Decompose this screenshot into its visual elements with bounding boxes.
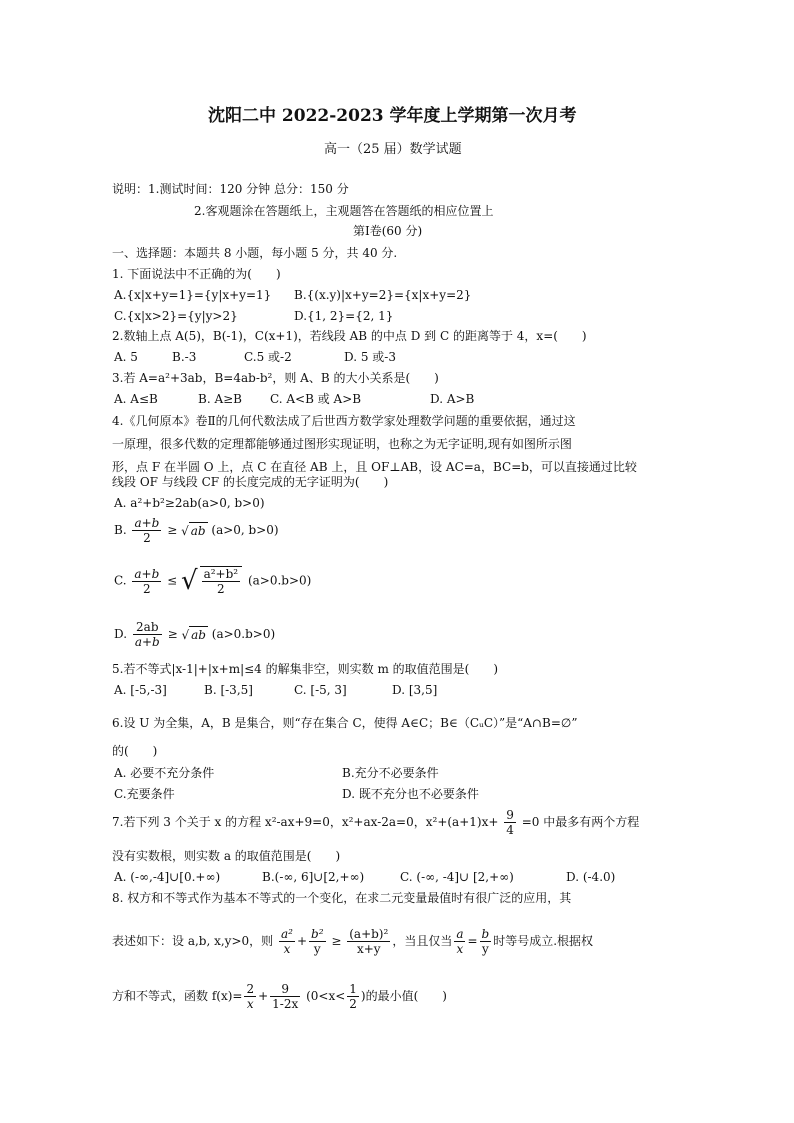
q2-option-a[interactable]: A. 5 [114,350,138,364]
q4-option-c[interactable] [114,566,311,596]
relation-symbol: ≥ [167,627,178,641]
q7-option-b[interactable]: B.(-∞, 6]∪[2,+∞) [262,870,365,884]
q7-option-d[interactable]: D. (-4.0) [566,870,616,884]
fraction-numerator: a² [280,927,293,941]
instructions-line-1: 说明：1.测试时间：120 分钟 总分：150 分 [112,182,349,196]
q8-stem-line-2 [112,927,593,956]
section-heading: 一、选择题：本题共 8 小题，每小题 5 分，共 40 分. [112,246,398,260]
q5-option-b[interactable]: B. [-3,5] [204,683,253,697]
q4-stem-line-4: 线段 OF 与线段 CF 的长度完成的无字证明为( ) [112,475,389,489]
fraction-numerator: 9 [506,808,514,822]
q1-option-a[interactable]: A.{x|x+y=1}={y|x+y=1} [114,288,272,302]
q8-fraction-b-over-y [480,927,492,956]
equals-symbol: = [467,934,478,948]
fraction-denominator: y [480,941,492,956]
q8-fraction-a2-over-x [279,927,295,956]
q8-line3-pre: 方和不等式，函数 f(x)= [112,989,243,1003]
q4-option-b[interactable] [114,516,279,545]
volume-heading: 第Ⅰ卷(60 分) [353,224,423,238]
q2-option-d[interactable]: D. 5 或-3 [344,350,396,364]
sqrt-expression [181,566,244,596]
q8-fraction-9-over-1-2x [270,982,300,1011]
radicand: ab [191,628,206,642]
fraction-denominator: x [244,996,256,1011]
relation-symbol: ≤ [167,573,178,588]
fraction-denominator: 2 [132,581,161,596]
q4-option-d-fraction [133,620,162,649]
q8-line2-post: 时等号成立.根据权 [493,934,594,948]
q4-stem-line-1: 4.《几何原本》卷Ⅱ的几何代数法成了后世西方数学家处理数学问题的重要依据，通过这 [112,414,576,428]
exam-subtitle: 高一（25 届）数学试题 [324,142,462,157]
q7-stem-pre: 7.若下列 3 个关于 x 的方程 x²-ax+9=0，x²+ax-2a=0，x²+(a+1)x+ [112,815,499,829]
q4-option-c-fraction [132,567,161,596]
q4-stem-line-3: 形，点 F 在半圆 O 上，点 C 在直径 AB 上，且 OF⊥AB，设 AC=a，BC=b，可以直接通过比较 [112,460,637,474]
fraction-numerator: b [481,927,490,941]
q8-line2-mid: ，当且仅当 [392,934,453,948]
fraction-numerator: 2 [246,982,255,996]
condition: (a>0, b>0) [211,523,279,537]
fraction-numerator: 1 [349,982,357,996]
q1-option-b[interactable]: B.{(x.y)|x+y=2}={x|x+y=2} [294,288,472,302]
radicand-fraction [200,566,243,596]
sqrt-expression [181,522,208,539]
instructions-line-2: 2.客观题涂在答题纸上，主观题答在答题纸的相应位置上 [194,204,494,218]
fraction-denominator: a+b [134,635,160,649]
fraction-numerator: a+b [134,566,160,581]
q8-fraction-1-over-2 [347,982,359,1011]
q4-option-c-label: C. [114,573,127,588]
q1-stem: 1. 下面说法中不正确的为( ) [112,267,281,281]
fraction-denominator: 2 [132,530,161,545]
q7-fraction [504,808,516,837]
radical-sign: √ [181,566,198,596]
condition: (a>0.b>0) [247,573,312,588]
radical-sign: √ [181,524,189,538]
q3-option-a[interactable]: A. A≤B [114,392,158,406]
q8-stem-line-1: 8. 权方和不等式作为基本不等式的一个变化，在求二元变量最值时有很广泛的应用，其 [112,891,572,905]
q6-option-b[interactable]: B.充分不必要条件 [342,766,439,780]
q2-option-b[interactable]: B.-3 [172,350,197,364]
q4-option-a[interactable]: A. a²+b²≥2ab(a>0, b>0) [114,496,265,510]
q8-line3-post: )的最小值( ) [360,989,447,1003]
q6-stem-line-1: 6.设 U 为全集，A，B 是集合，则“存在集合 C，使得 A∈C；B∈（CᵤC）”是“A∩B=∅” [112,716,578,730]
fraction-denominator: x+y [347,941,390,956]
q7-option-c[interactable]: C. (-∞, -4]∪ [2,+∞) [400,870,514,884]
fraction-denominator: 1-2x [272,997,299,1011]
q8-fraction-b2-over-y [309,927,326,956]
q8-line2-pre: 表述如下：设 a,b, x,y>0，则 [112,934,274,948]
radicand: ab [190,524,206,538]
q4-option-b-fraction [132,516,161,545]
q1-option-d[interactable]: D.{1, 2}={2, 1} [294,309,394,323]
q3-stem: 3.若 A=a²+3ab，B=4ab-b²，则 A、B 的大小关系是( ) [112,371,439,385]
relation-symbol: ≥ [167,523,178,537]
fraction-numerator: b² [311,927,324,941]
fraction-denominator: 4 [506,823,514,837]
fraction-denominator: 2 [202,581,241,596]
q8-fraction-sum-squared [347,927,390,956]
q4-stem-line-2: 一原理，很多代数的定理都能够通过图形实现证明，也称之为无字证明,现有如图所示图 [112,437,572,451]
fraction-denominator: x [454,941,465,956]
fraction-numerator: a [456,927,464,941]
q8-line3-mid: (0<x< [306,989,346,1003]
q5-stem: 5.若不等式|x-1|+|x+m|≤4 的解集非空，则实数 m 的取值范围是( ) [112,662,498,676]
q5-option-a[interactable]: A. [-5,-3] [114,683,167,697]
q8-stem-line-3 [112,982,447,1011]
q1-option-c[interactable]: C.{x|x>2}={y|y>2} [114,309,238,323]
q2-stem: 2.数轴上点 A(5)，B(-1)，C(x+1)，若线段 AB 的中点 D 到 C 的距离等于 4，x=( ) [112,329,587,343]
fraction-numerator: a+b [134,516,160,530]
q7-option-a[interactable]: A. (-∞,-4]∪[0.+∞) [114,870,221,884]
fraction-numerator: 9 [281,982,290,996]
q7-stem-post: =0 中最多有两个方程 [521,815,640,829]
exam-title: 沈阳二中 2022-2023 学年度上学期第一次月考 [208,106,577,126]
fraction-numerator: a²+b² [203,567,239,581]
q8-fraction-a-over-x [454,927,465,956]
plus-symbol: + [296,934,308,948]
plus-symbol: + [258,989,269,1003]
q7-stem-line-2: 没有实数根，则实数 a 的取值范围是( ) [112,849,341,863]
fraction-numerator: 2ab [136,620,159,634]
sqrt-expression [181,626,208,643]
condition: (a>0.b>0) [211,627,276,641]
radical-sign: √ [181,628,190,642]
fraction-denominator: y [309,941,326,956]
fraction-denominator: 2 [349,997,357,1011]
q5-option-c[interactable]: C. [-5, 3] [294,683,347,697]
q6-option-a[interactable]: A. 必要不充分条件 [114,766,215,780]
q2-option-c[interactable]: C.5 或-2 [244,350,292,364]
q6-stem-line-2: 的( ) [112,744,158,758]
q4-option-d[interactable] [114,620,275,649]
q4-option-b-label: B. [114,523,127,537]
fraction-numerator: (a+b)² [349,927,389,941]
q7-stem-line-1 [112,808,639,837]
q3-option-d[interactable]: D. A>B [430,392,475,406]
q3-option-c[interactable]: C. A<B 或 A>B [270,392,362,406]
q8-fraction-2-over-x [244,982,256,1011]
q6-option-d[interactable]: D. 既不充分也不必要条件 [342,787,479,801]
q4-option-d-label: D. [114,627,128,641]
relation-symbol: ≥ [331,934,342,948]
q6-option-c[interactable]: C.充要条件 [114,787,175,801]
fraction-denominator: x [279,941,295,956]
q5-option-d[interactable]: D. [3,5] [392,683,438,697]
q3-option-b[interactable]: B. A≥B [198,392,242,406]
